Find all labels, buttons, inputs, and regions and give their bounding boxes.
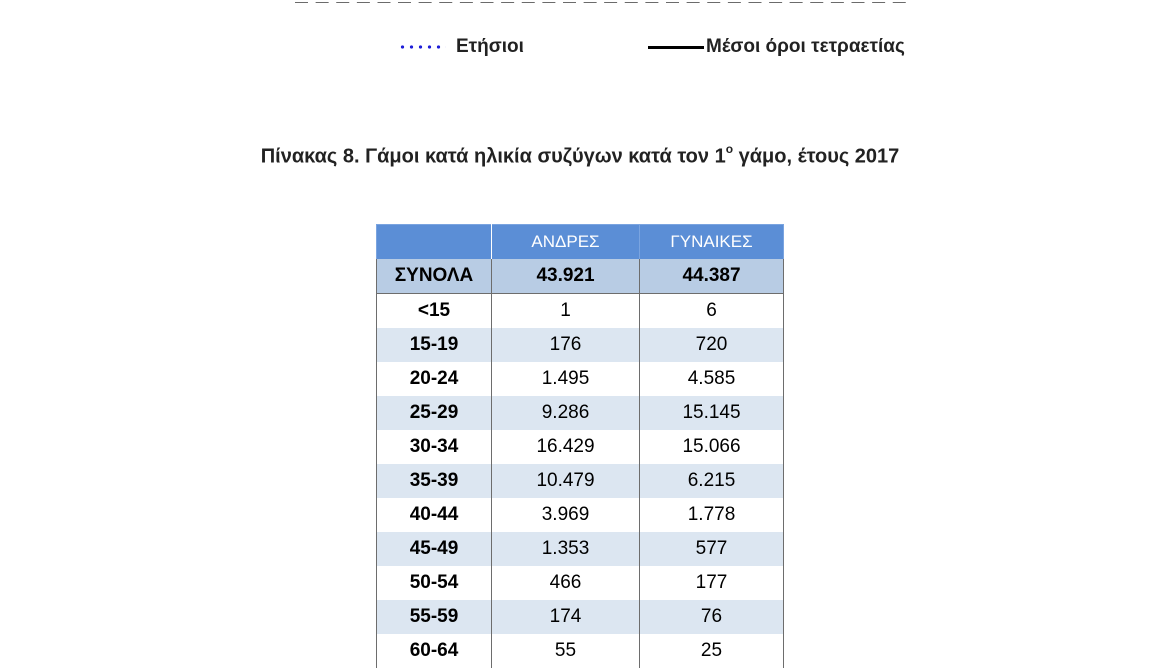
legend-item-four-year-average — [648, 36, 905, 58]
header-women: ΓΥΝΑΙΚΕΣ — [640, 225, 784, 260]
table-row — [377, 430, 784, 464]
men-count-cell: 466 — [492, 566, 640, 600]
legend-item-annual — [398, 36, 524, 58]
women-count-cell: 76 — [640, 600, 784, 634]
men-count-cell: 1.495 — [492, 362, 640, 396]
age-cell: 35-39 — [377, 464, 492, 498]
totals-row — [377, 259, 784, 294]
table-row — [377, 532, 784, 566]
women-count-cell: 15.145 — [640, 396, 784, 430]
marriages-by-age-table — [376, 224, 784, 668]
women-count-cell: 1.778 — [640, 498, 784, 532]
table-row — [377, 362, 784, 396]
solid-line-icon — [648, 46, 704, 49]
table-row — [377, 498, 784, 532]
table-row — [377, 396, 784, 430]
age-cell: 30-34 — [377, 430, 492, 464]
men-count-cell: 1.353 — [492, 532, 640, 566]
women-count-cell: 6.215 — [640, 464, 784, 498]
age-cell: 45-49 — [377, 532, 492, 566]
men-count-cell: 176 — [492, 328, 640, 362]
men-count-cell: 3.969 — [492, 498, 640, 532]
table-row — [377, 600, 784, 634]
men-count-cell: 10.479 — [492, 464, 640, 498]
women-count-cell: 15.066 — [640, 430, 784, 464]
women-count-cell: 4.585 — [640, 362, 784, 396]
table-header-row — [377, 225, 784, 260]
men-count-cell: 16.429 — [492, 430, 640, 464]
totals-women: 44.387 — [640, 259, 784, 294]
table-row — [377, 566, 784, 600]
table-row — [377, 634, 784, 668]
table-title-superscript: ο — [725, 142, 734, 156]
women-count-cell: 577 — [640, 532, 784, 566]
age-cell: <15 — [377, 294, 492, 329]
age-cell: 40-44 — [377, 498, 492, 532]
table-title-prefix: Πίνακας 8. Γάμοι κατά ηλικία συζύγων κατά τον 1 — [260, 145, 726, 168]
cropped-chart-axis-remnant — [295, 0, 1030, 4]
age-cell: 50-54 — [377, 566, 492, 600]
age-cell: 15-19 — [377, 328, 492, 362]
men-count-cell: 55 — [492, 634, 640, 668]
header-men: ΑΝΔΡΕΣ — [492, 225, 640, 260]
men-count-cell: 1 — [492, 294, 640, 329]
table-row — [377, 464, 784, 498]
age-cell: 55-59 — [377, 600, 492, 634]
table-row — [377, 294, 784, 329]
age-cell: 25-29 — [377, 396, 492, 430]
age-cell: 60-64 — [377, 634, 492, 668]
dotted-line-icon — [398, 45, 446, 49]
women-count-cell: 720 — [640, 328, 784, 362]
legend-label-four-year-average: Μέσοι όροι τετραετίας — [706, 36, 905, 57]
women-count-cell: 177 — [640, 566, 784, 600]
table-row — [377, 328, 784, 362]
totals-men: 43.921 — [492, 259, 640, 294]
women-count-cell: 25 — [640, 634, 784, 668]
men-count-cell: 9.286 — [492, 396, 640, 430]
age-cell: 20-24 — [377, 362, 492, 396]
chart-legend — [0, 36, 1160, 64]
table-title-suffix: γάμο, έτους 2017 — [733, 145, 900, 168]
women-count-cell: 6 — [640, 294, 784, 329]
table-title — [0, 144, 1160, 169]
totals-label: ΣΥΝΟΛΑ — [377, 259, 492, 294]
header-corner-cell — [377, 225, 492, 260]
legend-label-annual: Ετήσιοι — [456, 36, 524, 57]
men-count-cell: 174 — [492, 600, 640, 634]
